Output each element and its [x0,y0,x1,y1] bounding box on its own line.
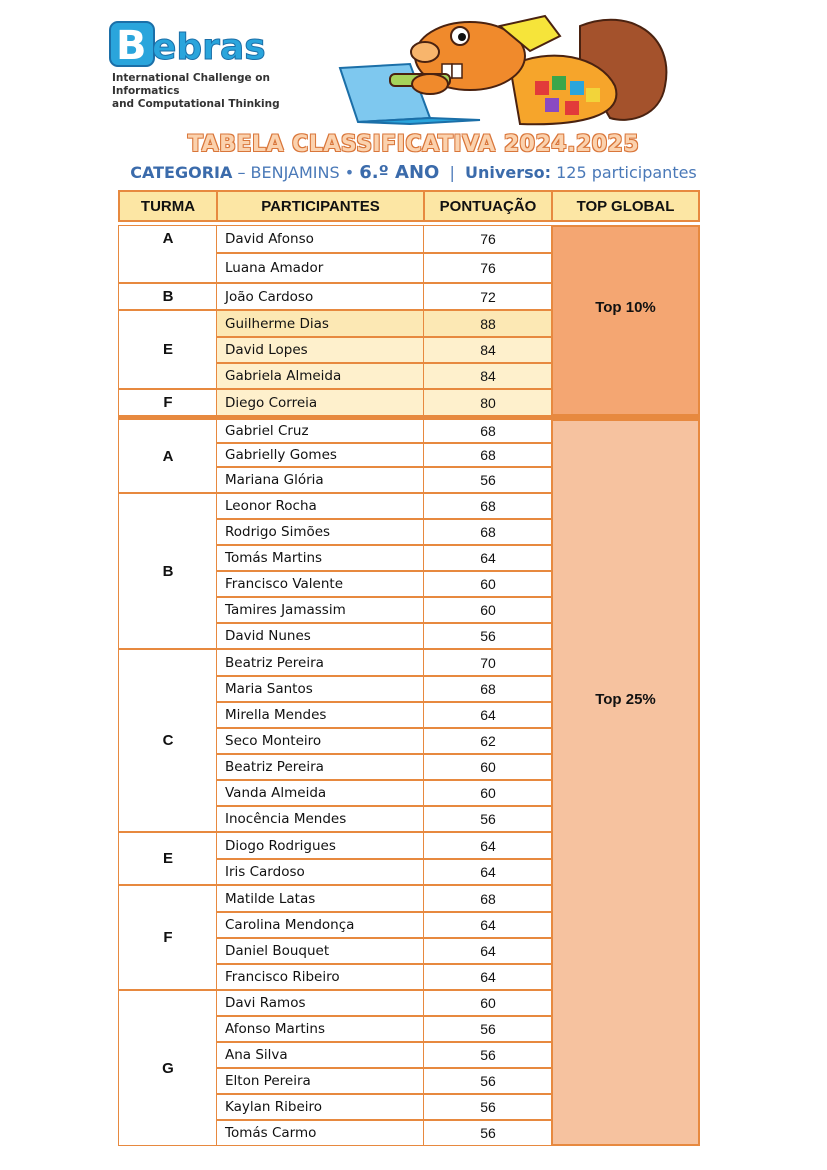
top10-badge: Top 10% [551,225,700,416]
participant-score: 56 [423,806,553,832]
participant-score: 56 [423,1094,553,1120]
categoria-label: CATEGORIA [130,163,233,182]
ano-label: 6.º ANO [359,162,440,183]
page-title: TABELA CLASSIFICATIVA 2024.2025 [187,132,640,157]
turma-cell: B [118,283,218,310]
participant-name: Tamires Jamassim [216,597,425,623]
participant-name: Beatriz Pereira [216,754,425,780]
participant-name: João Cardoso [216,283,425,310]
participant-score: 68 [423,443,553,467]
turma-cell: E [118,832,218,885]
participant-name: Tomás Martins [216,545,425,571]
participant-score: 60 [423,597,553,623]
participant-score: 88 [423,310,553,337]
participant-name: David Lopes [216,337,425,363]
beaver-mascot-illustration [330,6,680,126]
participant-score: 64 [423,859,553,885]
participant-name: Davi Ramos [216,990,425,1016]
subtitle-separator: | [439,163,466,182]
universo-value: 125 participantes [551,163,697,182]
participant-name: Carolina Mendonça [216,912,425,938]
header-turma: TURMA [118,190,218,222]
participant-name: Gabriel Cruz [216,419,425,443]
participant-score: 60 [423,571,553,597]
participant-score: 76 [423,225,553,253]
participant-score: 60 [423,754,553,780]
participant-name: Matilde Latas [216,885,425,912]
header-pontuacao: PONTUAÇÃO [423,190,553,222]
page-subtitle [0,162,827,183]
turma-cell: F [118,885,218,990]
turma-cell: A [118,225,218,283]
participant-score: 80 [423,389,553,416]
participant-name: Daniel Bouquet [216,938,425,964]
participant-name: Francisco Valente [216,571,425,597]
participant-name: Elton Pereira [216,1068,425,1094]
participant-name: Gabriela Almeida [216,363,425,389]
participant-score: 68 [423,885,553,912]
participant-name: Diego Correia [216,389,425,416]
participant-score: 56 [423,1016,553,1042]
bebras-logo-mark [108,16,280,72]
participant-name: Luana Amador [216,253,425,283]
participant-name: Seco Monteiro [216,728,425,754]
subtitle-bullet: • [339,163,360,182]
participant-score: 64 [423,702,553,728]
participant-name: Mariana Glória [216,467,425,493]
participant-score: 56 [423,1120,553,1146]
participant-name: Guilherme Dias [216,310,425,337]
participant-name: Maria Santos [216,676,425,702]
participant-name: Vanda Almeida [216,780,425,806]
participant-score: 64 [423,832,553,859]
categoria-value: – BENJAMINS [232,163,340,182]
beaver-mascot-icon [330,6,680,126]
participant-name: David Nunes [216,623,425,649]
participant-name: David Afonso [216,225,425,253]
participant-score: 64 [423,912,553,938]
participant-score: 56 [423,623,553,649]
participant-score: 76 [423,253,553,283]
logo-subtitle-line1: International Challenge on Informatics [112,72,270,97]
turma-cell: B [118,493,218,649]
turma-cell: E [118,310,218,389]
participant-score: 56 [423,467,553,493]
bebras-wordmark-icon [108,16,280,72]
universo-label: Universo: [465,163,551,182]
turma-cell: G [118,990,218,1146]
turma-cell: C [118,649,218,832]
participant-name: Rodrigo Simões [216,519,425,545]
table-header-row [118,190,700,224]
header-participantes: PARTICIPANTES [216,190,425,222]
participant-score: 68 [423,419,553,443]
participant-name: Tomás Carmo [216,1120,425,1146]
participant-score: 60 [423,780,553,806]
participant-score: 64 [423,964,553,990]
header-top-global: TOP GLOBAL [551,190,700,222]
bebras-logo [108,12,328,110]
participant-score: 62 [423,728,553,754]
top25-badge: Top 25% [551,419,700,1146]
participant-name: Gabrielly Gomes [216,443,425,467]
participant-score: 56 [423,1068,553,1094]
participant-score: 68 [423,519,553,545]
participant-name: Afonso Martins [216,1016,425,1042]
participant-score: 70 [423,649,553,676]
participant-name: Iris Cardoso [216,859,425,885]
participant-score: 84 [423,337,553,363]
participant-score: 60 [423,990,553,1016]
logo-subtitle-line2: and Computational Thinking [112,98,280,110]
participant-score: 72 [423,283,553,310]
participant-score: 56 [423,1042,553,1068]
svg-text:B: B [116,23,147,69]
svg-text:ebras: ebras [152,27,266,68]
participant-name: Francisco Ribeiro [216,964,425,990]
participant-name: Kaylan Ribeiro [216,1094,425,1120]
participant-name: Mirella Mendes [216,702,425,728]
participant-score: 64 [423,938,553,964]
bebras-logo-subtitle [112,72,332,111]
participant-score: 68 [423,676,553,702]
participant-name: Leonor Rocha [216,493,425,519]
participant-name: Inocência Mendes [216,806,425,832]
participant-name: Beatriz Pereira [216,649,425,676]
participant-name: Diogo Rodrigues [216,832,425,859]
turma-cell: F [118,389,218,416]
participant-name: Ana Silva [216,1042,425,1068]
participant-score: 64 [423,545,553,571]
turma-cell: A [118,419,218,493]
participant-score: 84 [423,363,553,389]
participant-score: 68 [423,493,553,519]
